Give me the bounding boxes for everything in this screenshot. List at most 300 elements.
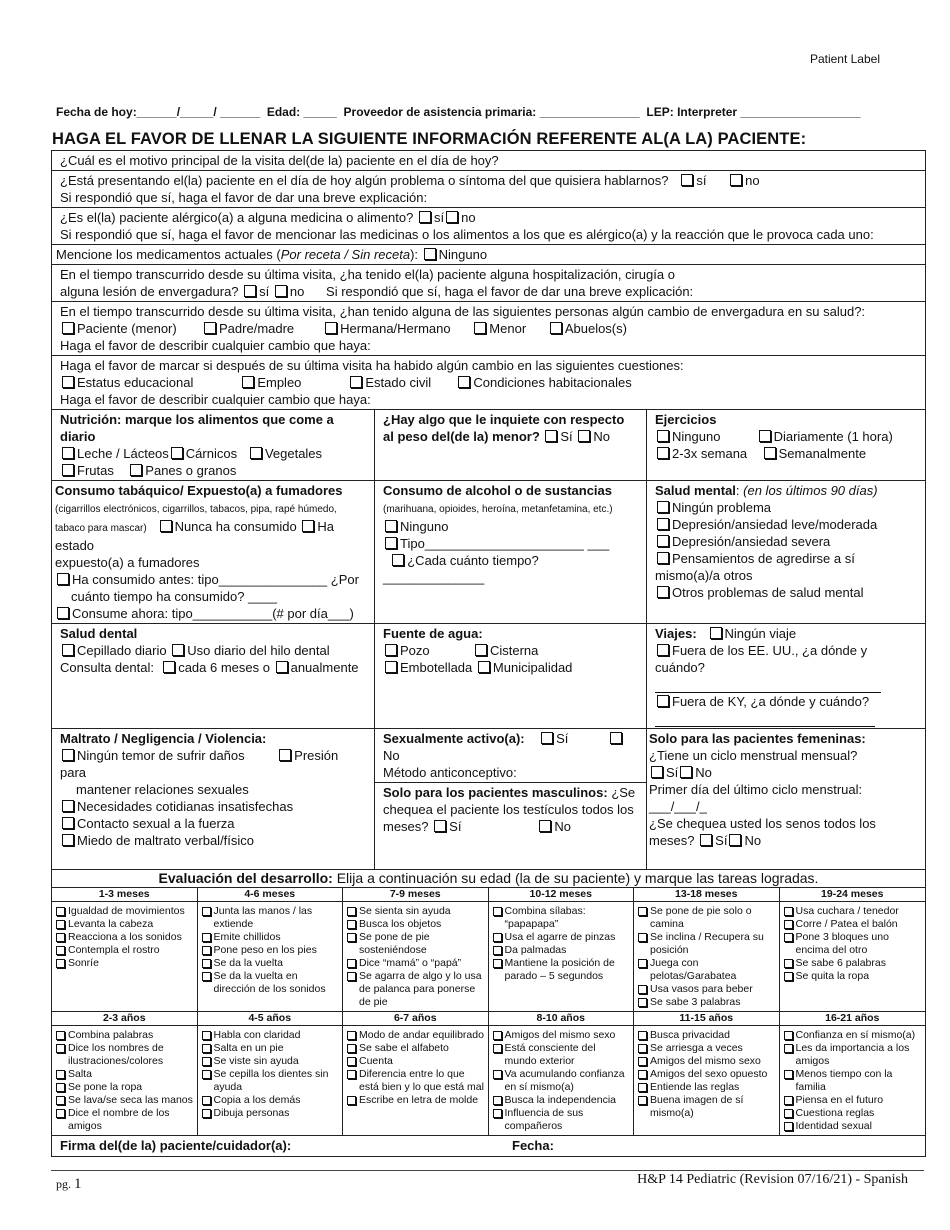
milestone-label: Salta en un pie [213, 1042, 284, 1054]
abuse-pressure-checkbox[interactable] [279, 749, 291, 761]
milestone-item[interactable] [783, 1029, 923, 1042]
page-number: pg. 1 [56, 1176, 82, 1192]
milestone-checkbox[interactable] [56, 933, 65, 942]
signature-label[interactable]: Firma del(de la) paciente/cuidador(a): [60, 1138, 292, 1153]
exercise-weekly-checkbox[interactable] [764, 447, 776, 459]
milestone-item[interactable] [346, 1068, 485, 1094]
milestone-item[interactable] [55, 1068, 194, 1081]
nutrition-weight-exercise-row [52, 410, 925, 481]
milestone-label: Amigos del mismo sexo [650, 1055, 761, 1067]
nutrition-dairy-checkbox[interactable] [62, 447, 74, 459]
dental-cell: Salud dental Cepillado diario Uso diario del hilo dental Consulta dental: cada 6 meses o anualmente [52, 624, 375, 728]
milestone-checkbox[interactable] [202, 1109, 211, 1118]
milestone-label: Copia a los demás [213, 1094, 301, 1106]
footer-divider [51, 1170, 924, 1171]
dev-months-col [489, 888, 635, 1011]
milestone-label: Va acumulando confianza en sí mismo(a) [504, 1068, 625, 1093]
milestone-checkbox[interactable] [56, 959, 65, 968]
mental-self-harm-checkbox[interactable] [657, 552, 669, 564]
milestone-label: Busca privacidad [650, 1029, 730, 1041]
milestone-checkbox[interactable] [493, 946, 502, 955]
milestone-label: Dibuja personas [213, 1107, 290, 1119]
nutrition-meat-checkbox[interactable] [171, 447, 183, 459]
milestone-item[interactable] [55, 1081, 194, 1094]
travel-none-checkbox[interactable] [710, 627, 722, 639]
milestone-item[interactable] [783, 918, 923, 931]
weight-yes-checkbox[interactable] [545, 430, 557, 442]
milestone-label: Diferencia entre lo que está bien y lo que está mal [359, 1068, 484, 1093]
milestone-checkbox[interactable] [638, 1083, 647, 1092]
mental-other-checkbox[interactable] [657, 586, 669, 598]
milestone-item[interactable] [201, 1042, 340, 1055]
milestone-label: Se inclina / Recupera su posición [650, 931, 764, 956]
milestone-label: Piensa en el futuro [795, 1094, 884, 1106]
milestone-item[interactable] [201, 957, 340, 970]
milestone-label: Corre / Patea el balón [795, 918, 898, 930]
milestone-item[interactable] [783, 1120, 923, 1133]
dev-years-col [489, 1012, 635, 1135]
exercise-none-checkbox[interactable] [657, 430, 669, 442]
symptom-no-checkbox[interactable] [730, 174, 742, 186]
change-housing-checkbox[interactable] [458, 376, 470, 388]
milestone-item[interactable] [637, 957, 776, 983]
milestone-item[interactable] [55, 918, 194, 931]
milestone-item[interactable] [346, 970, 485, 1009]
abuse-sexual-female-row [52, 729, 925, 870]
milestone-item[interactable] [783, 957, 923, 970]
dev-years-col [343, 1012, 489, 1135]
weight-no-checkbox[interactable] [578, 430, 590, 442]
dev-years-col [634, 1012, 780, 1135]
milestone-checkbox[interactable] [202, 972, 211, 981]
milestone-item[interactable] [55, 1094, 194, 1107]
milestone-checkbox[interactable] [202, 946, 211, 955]
allergy-yes-checkbox[interactable] [419, 211, 431, 223]
milestone-item[interactable] [637, 1094, 776, 1120]
milestone-item[interactable] [346, 1055, 485, 1068]
female-yes-checkbox[interactable] [651, 766, 663, 778]
milestone-label: Identidad sexual [795, 1120, 872, 1132]
medications-none-checkbox[interactable] [424, 248, 436, 260]
milestone-label: Se quita la ropa [795, 970, 870, 982]
milestone-checkbox[interactable] [56, 1031, 65, 1040]
milestone-item[interactable] [492, 1107, 631, 1133]
milestone-checkbox[interactable] [638, 1057, 647, 1066]
age-group-header: 7-9 meses [343, 888, 488, 902]
interpreter-field[interactable]: LEP: Interpreter __________________ [646, 105, 861, 119]
male-block: Solo para los pacientes masculinos: ¿Se chequea el paciente los testículos todos los meses? Sí No [383, 785, 636, 834]
milestone-item[interactable] [346, 1029, 485, 1042]
milestone-label: Dice el nombre de los amigos [68, 1107, 170, 1132]
travel-abroad-line[interactable] [655, 680, 881, 693]
milestone-label: Amigos del sexo opuesto [650, 1068, 768, 1080]
milestone-label: Se pone de pie sosteniéndose [359, 931, 430, 956]
hospitalization-row: En el tiempo transcurrido desde su última visita, ¿ha tenido el(la) paciente alguna hospitalización, cirugía o alguna lesión de envergadura? sí no Si respondió que sí, haga el favor de dar una breve explicación: [52, 265, 925, 302]
milestone-checkbox[interactable] [347, 972, 356, 981]
milestone-item[interactable] [492, 1029, 631, 1042]
hospitalization-no-checkbox[interactable] [275, 285, 287, 297]
milestone-checkbox[interactable] [347, 959, 356, 968]
signature-row [52, 1136, 925, 1156]
milestone-label: Amigos del mismo sexo [504, 1029, 616, 1041]
age-group-header: 8-10 años [489, 1012, 634, 1026]
symptom-row: ¿Está presentando el(la) paciente en el día de hoy algún problema o síntoma del que quisiera hablarnos? sí no Si respondió que sí, haga el favor de dar una breve explicación: [52, 171, 925, 208]
milestone-label: Usa el agarre de pinzas [504, 931, 616, 943]
milestone-label: Cuenta [359, 1055, 393, 1067]
exercise-daily-checkbox[interactable] [759, 430, 771, 442]
milestone-item[interactable] [492, 905, 631, 931]
milestone-item[interactable] [637, 996, 776, 1009]
milestone-checkbox[interactable] [638, 1096, 647, 1105]
alcohol-type-checkbox[interactable] [385, 537, 397, 549]
hospitalization-yes-checkbox[interactable] [244, 285, 256, 297]
milestone-checkbox[interactable] [784, 1070, 793, 1079]
milestone-checkbox[interactable] [784, 1109, 793, 1118]
milestone-checkbox[interactable] [784, 1044, 793, 1053]
milestone-label: Busca la independencia [504, 1094, 617, 1106]
milestone-item[interactable] [637, 983, 776, 996]
sexual-no-checkbox[interactable] [610, 732, 622, 744]
abuse-needs-checkbox[interactable] [62, 800, 74, 812]
age-group-header: 19-24 meses [780, 888, 926, 902]
age-group-header: 16-21 años [780, 1012, 926, 1026]
milestone-item[interactable] [637, 1081, 776, 1094]
milestone-item[interactable] [783, 1094, 923, 1107]
milestone-checkbox[interactable] [784, 972, 793, 981]
milestone-item[interactable] [637, 1055, 776, 1068]
milestone-checkbox[interactable] [493, 959, 502, 968]
change-education-checkbox[interactable] [62, 376, 74, 388]
dental-floss-checkbox[interactable] [172, 644, 184, 656]
milestone-item[interactable] [346, 957, 485, 970]
milestone-item[interactable] [492, 931, 631, 944]
travel-ky-line[interactable] [655, 714, 875, 727]
milestone-checkbox[interactable] [784, 1122, 793, 1131]
milestone-checkbox[interactable] [638, 998, 647, 1007]
milestone-checkbox[interactable] [347, 1096, 356, 1105]
milestone-checkbox[interactable] [638, 959, 647, 968]
age-group-header: 4-6 meses [198, 888, 343, 902]
abuse-verbal-checkbox[interactable] [62, 834, 74, 846]
milestone-checkbox[interactable] [638, 985, 647, 994]
milestone-item[interactable] [492, 957, 631, 983]
exercise-cell: Ejercicios Ninguno Diariamente (1 hora) 2-3x semana Semanalmente [655, 412, 893, 461]
male-no-checkbox[interactable] [539, 820, 551, 832]
milestone-checkbox[interactable] [347, 920, 356, 929]
milestone-label: Está consciente del mundo exterior [504, 1042, 596, 1067]
water-well-checkbox[interactable] [385, 644, 397, 656]
provider-field[interactable]: Proveedor de asistencia primaria: _______________ [343, 105, 640, 119]
milestone-checkbox[interactable] [493, 933, 502, 942]
sexual-yes-checkbox[interactable] [541, 732, 553, 744]
dental-yearly-checkbox[interactable] [276, 661, 288, 673]
form-id: H&P 14 Pediatric (Revision 07/16/21) - Spanish [637, 1172, 908, 1187]
milestone-checkbox[interactable] [347, 1044, 356, 1053]
age-group-header: 1-3 meses [52, 888, 197, 902]
dev-years-col [198, 1012, 344, 1135]
milestone-label: Influencia de sus compañeros [504, 1107, 584, 1132]
milestone-checkbox[interactable] [784, 1031, 793, 1040]
milestone-item[interactable] [492, 944, 631, 957]
milestone-label: Se lava/se seca las manos [68, 1094, 193, 1106]
nutrition-grains-checkbox[interactable] [130, 464, 142, 476]
milestone-checkbox[interactable] [784, 907, 793, 916]
tobacco-exposed-checkbox[interactable] [302, 520, 314, 532]
milestone-item[interactable] [55, 944, 194, 957]
dev-months-col [343, 888, 489, 1011]
dev-years-col [52, 1012, 198, 1135]
milestone-item[interactable] [637, 905, 776, 931]
milestone-checkbox[interactable] [56, 1044, 65, 1053]
milestone-label: Les da importancia a los amigos [795, 1042, 910, 1067]
age-group-header: 6-7 años [343, 1012, 488, 1026]
nutrition-fruits-checkbox[interactable] [62, 464, 74, 476]
milestone-item[interactable] [783, 1107, 923, 1120]
milestone-item[interactable] [783, 970, 923, 983]
change-marital-checkbox[interactable] [350, 376, 362, 388]
milestone-item[interactable] [783, 1068, 923, 1094]
milestone-checkbox[interactable] [784, 920, 793, 929]
milestone-label: Combina palabras [68, 1029, 154, 1041]
dev-months-col [780, 888, 926, 1011]
development-row-months [52, 888, 925, 1012]
development-title: Evaluación del desarrollo: Elija a continuación su edad (la de su paciente) y marque las tareas logradas. [52, 870, 925, 888]
abuse-forced-checkbox[interactable] [62, 817, 74, 829]
milestone-label: Levanta la cabeza [68, 918, 154, 930]
milestone-label: Junta las manos / las extiende [213, 905, 313, 930]
milestone-label: Usa cuchara / tenedor [795, 905, 899, 917]
milestone-label: Menos tiempo con la familia [795, 1068, 893, 1093]
milestone-item[interactable] [201, 1107, 340, 1120]
age-group-header: 13-18 meses [634, 888, 779, 902]
milestone-label: Se arriesga a veces [650, 1042, 743, 1054]
water-bottled-checkbox[interactable] [385, 661, 397, 673]
milestone-checkbox[interactable] [638, 1070, 647, 1079]
date-field[interactable]: Fecha de hoy:______/_____/ ______ [56, 105, 261, 119]
exercise-2-3x-checkbox[interactable] [657, 447, 669, 459]
form-title: HAGA EL FAVOR DE LLENAR LA SIGUIENTE INFORMACIÓN REFERENTE AL(A LA) PACIENTE: [52, 130, 807, 148]
milestone-item[interactable] [492, 1042, 631, 1068]
milestone-checkbox[interactable] [638, 933, 647, 942]
milestone-label: Emite chillidos [213, 931, 281, 943]
milestone-checkbox[interactable] [56, 1070, 65, 1079]
milestone-checkbox[interactable] [202, 1096, 211, 1105]
dev-years-col [780, 1012, 926, 1135]
milestone-item[interactable] [492, 1068, 631, 1094]
milestone-checkbox[interactable] [56, 946, 65, 955]
milestone-item[interactable] [346, 1042, 485, 1055]
milestone-item[interactable] [783, 931, 923, 957]
milestone-label: Igualdad de movimientos [68, 905, 185, 917]
tobacco-never-checkbox[interactable] [160, 520, 172, 532]
milestone-checkbox[interactable] [493, 1031, 502, 1040]
milestone-item[interactable] [783, 905, 923, 918]
milestone-item[interactable] [637, 1068, 776, 1081]
travel-abroad-checkbox[interactable] [657, 644, 669, 656]
milestone-item[interactable] [492, 1094, 631, 1107]
nutrition-vegetables-checkbox[interactable] [250, 447, 262, 459]
milestone-item[interactable] [201, 1055, 340, 1068]
milestone-label: Dice los nombres de ilustraciones/colores [68, 1042, 164, 1067]
age-group-header: 2-3 años [52, 1012, 197, 1026]
milestone-item[interactable] [637, 931, 776, 957]
milestone-checkbox[interactable] [347, 1057, 356, 1066]
milestone-checkbox[interactable] [784, 1096, 793, 1105]
female-exam-yes-checkbox[interactable] [700, 834, 712, 846]
alcohol-frequency-checkbox[interactable] [392, 554, 404, 566]
milestone-checkbox[interactable] [202, 1070, 211, 1079]
milestone-item[interactable] [55, 931, 194, 944]
milestone-checkbox[interactable] [202, 1044, 211, 1053]
milestone-item[interactable] [201, 970, 340, 996]
milestone-label: Se pone la ropa [68, 1081, 143, 1093]
mental-severe-checkbox[interactable] [657, 535, 669, 547]
milestone-checkbox[interactable] [202, 907, 211, 916]
milestone-checkbox[interactable] [638, 1044, 647, 1053]
allergy-no-checkbox[interactable] [446, 211, 458, 223]
milestone-item[interactable] [55, 1029, 194, 1042]
milestone-label: Se agarra de algo y lo usa de palanca para ponerse de pie [359, 970, 482, 1008]
travel-ky-checkbox[interactable] [657, 695, 669, 707]
milestone-label: Se da la vuelta en dirección de los sonidos [213, 970, 326, 995]
mental-mild-checkbox[interactable] [657, 518, 669, 530]
dev-months-col [634, 888, 780, 1011]
alcohol-none-checkbox[interactable] [385, 520, 397, 532]
milestone-item[interactable] [201, 1094, 340, 1107]
age-group-header: 11-15 años [634, 1012, 779, 1026]
milestone-checkbox[interactable] [202, 933, 211, 942]
travel-cell: Viajes: Ningún viaje Fuera de los EE. UU., ¿a dónde y cuándo? Fuera de KY, ¿a dónde y cuándo? [647, 624, 925, 728]
milestone-item[interactable] [346, 1094, 485, 1107]
female-no-checkbox[interactable] [680, 766, 692, 778]
family-sibling-checkbox[interactable] [325, 322, 337, 334]
milestone-checkbox[interactable] [638, 907, 647, 916]
dev-months-col [198, 888, 344, 1011]
weight-cell: ¿Hay algo que le inquiete con respecto al peso del(de la) menor? Sí No [375, 410, 647, 480]
sexual-cell [375, 729, 647, 869]
milestone-checkbox[interactable] [347, 933, 356, 942]
age-group-header: 4-5 años [198, 1012, 343, 1026]
male-yes-checkbox[interactable] [434, 820, 446, 832]
milestone-checkbox[interactable] [493, 1044, 502, 1053]
family-patient-checkbox[interactable] [62, 322, 74, 334]
milestone-label: Confianza en sí mismo(a) [795, 1029, 916, 1041]
milestone-item[interactable] [783, 1042, 923, 1068]
milestone-checkbox[interactable] [347, 907, 356, 916]
milestone-label: Salta [68, 1068, 92, 1080]
milestone-item[interactable] [637, 1042, 776, 1055]
dental-6months-checkbox[interactable] [163, 661, 175, 673]
tobacco-now-checkbox[interactable] [57, 607, 69, 619]
life-changes-row: Haga el favor de marcar si después de su última visita ha habido algún cambio en las siguientes cuestiones: Estatus educacional Empleo Estado civil Condiciones habitacionales Haga el favor de describir cualquier cambio que haya: [52, 356, 925, 410]
visit-reason-row[interactable]: ¿Cuál es el motivo principal de la visita del(de la) paciente en el día de hoy? [52, 151, 925, 171]
family-health-row: En el tiempo transcurrido desde su última visita, ¿han tenido alguna de las siguientes personas algún cambio de envergadura en su salud?: Paciente (menor) Padre/madre Hermana/Hermano Menor Abuelos(s) Haga el favor de describir cualquier cambio que haya: [52, 302, 925, 356]
milestone-item[interactable] [346, 918, 485, 931]
milestone-checkbox[interactable] [347, 1031, 356, 1040]
family-minor-checkbox[interactable] [474, 322, 486, 334]
milestone-label: Da palmadas [504, 944, 567, 956]
milestone-checkbox[interactable] [493, 1070, 502, 1079]
milestone-item[interactable] [201, 1068, 340, 1094]
medications-row: Mencione los medicamentos actuales (Por receta / Sin receta): Ninguno [52, 245, 925, 265]
milestone-label: Se sienta sin ayuda [359, 905, 451, 917]
milestone-item[interactable] [55, 1042, 194, 1068]
milestone-label: Reacciona a los sonidos [68, 931, 182, 943]
milestone-label: Usa vasos para beber [650, 983, 753, 995]
water-cistern-checkbox[interactable] [475, 644, 487, 656]
milestone-checkbox[interactable] [493, 907, 502, 916]
milestone-label: Pone peso en los pies [213, 944, 317, 956]
symptom-yes-checkbox[interactable] [681, 174, 693, 186]
milestone-label: Buena imagen de sí mismo(a) [650, 1094, 744, 1119]
milestone-item[interactable] [201, 905, 340, 931]
milestone-checkbox[interactable] [202, 1031, 211, 1040]
dental-brushing-checkbox[interactable] [62, 644, 74, 656]
milestone-checkbox[interactable] [56, 920, 65, 929]
mental-none-checkbox[interactable] [657, 501, 669, 513]
milestone-item[interactable] [346, 905, 485, 918]
nutrition-cell: Nutrición: marque los alimentos que come a diario Leche / Lácteos Cárnicos Vegetales Frutas Panes o granos [52, 410, 375, 480]
milestone-label: Se sabe 6 palabras [795, 957, 886, 969]
milestone-label: Se da la vuelta [213, 957, 283, 969]
female-exam-no-checkbox[interactable] [729, 834, 741, 846]
milestone-checkbox[interactable] [56, 1083, 65, 1092]
alcohol-cell: Consumo de alcohol o de sustancias (marihuana, opioides, heroína, metanfetamina, etc.) Ninguno Tipo______________________ ___ ¿Cada cuánto tiempo? ______________ [375, 481, 647, 623]
allergy-row: ¿Es el(la) paciente alérgico(a) a alguna medicina o alimento? sí no Si respondió que sí, haga el favor de mencionar las medicinas o los alimentos a los que es alérgico(a) y la reacción que le provoca cada uno: [52, 208, 925, 245]
milestone-checkbox[interactable] [202, 959, 211, 968]
age-field[interactable]: Edad: _____ [266, 105, 337, 119]
family-parent-checkbox[interactable] [204, 322, 216, 334]
signature-date-label[interactable]: Fecha: [512, 1138, 554, 1153]
milestone-checkbox[interactable] [56, 1096, 65, 1105]
milestone-checkbox[interactable] [56, 907, 65, 916]
tobacco-cell: Consumo tabáquico/ Expuesto(a) a fumadores (cigarrillos electrónicos, cigarrillos, tabacos, pipa, rapé húmedo, tabaco para mascar) Nunca ha consumido Ha estado expuesto(a) a fumadores Ha consumido antes: tipo_______________ ¿Por cuánto tiempo ha consumido? ____ Consume ahora: tipo___________(# por día___) [52, 481, 375, 623]
milestone-checkbox[interactable] [493, 1109, 502, 1118]
tobacco-before-checkbox[interactable] [57, 573, 69, 585]
milestone-label: Se sabe el alfabeto [359, 1042, 449, 1054]
milestone-item[interactable] [201, 944, 340, 957]
milestone-checkbox[interactable] [638, 1031, 647, 1040]
milestone-checkbox[interactable] [202, 1057, 211, 1066]
milestone-checkbox[interactable] [347, 1070, 356, 1079]
change-employment-checkbox[interactable] [242, 376, 254, 388]
water-municipal-checkbox[interactable] [478, 661, 490, 673]
milestone-label: Cuestiona reglas [795, 1107, 875, 1119]
milestone-item[interactable] [201, 1029, 340, 1042]
milestone-label: Dice “mamá” o “papá” [359, 957, 462, 969]
dev-months-col [52, 888, 198, 1011]
family-grandparents-checkbox[interactable] [550, 322, 562, 334]
milestone-checkbox[interactable] [784, 959, 793, 968]
milestone-label: Combina sílabas: “papapapa” [504, 905, 586, 930]
development-row-years [52, 1012, 925, 1136]
milestone-item[interactable] [201, 931, 340, 944]
milestone-item[interactable] [637, 1029, 776, 1042]
milestone-label: Escribe en letra de molde [359, 1094, 479, 1106]
milestone-label: Se sabe 3 palabras [650, 996, 741, 1008]
abuse-no-fear-checkbox[interactable] [62, 749, 74, 761]
milestone-label: Mantiene la posición de parado – 5 segundos [504, 957, 615, 982]
milestone-item[interactable] [55, 905, 194, 918]
milestone-checkbox[interactable] [784, 933, 793, 942]
mental-health-cell: Salud mental: (en los últimos 90 días) Ningún problema Depresión/ansiedad leve/moderada Depresión/ansiedad severa Pensamientos de agredirse a sí mismo(a)/a otros Otros problemas de salud mental [655, 483, 878, 600]
milestone-item[interactable] [55, 957, 194, 970]
milestone-item[interactable] [346, 931, 485, 957]
milestone-item[interactable] [55, 1107, 194, 1133]
milestone-checkbox[interactable] [493, 1096, 502, 1105]
milestone-checkbox[interactable] [56, 1109, 65, 1118]
milestone-label: Se pone de pie solo o camina [650, 905, 752, 930]
